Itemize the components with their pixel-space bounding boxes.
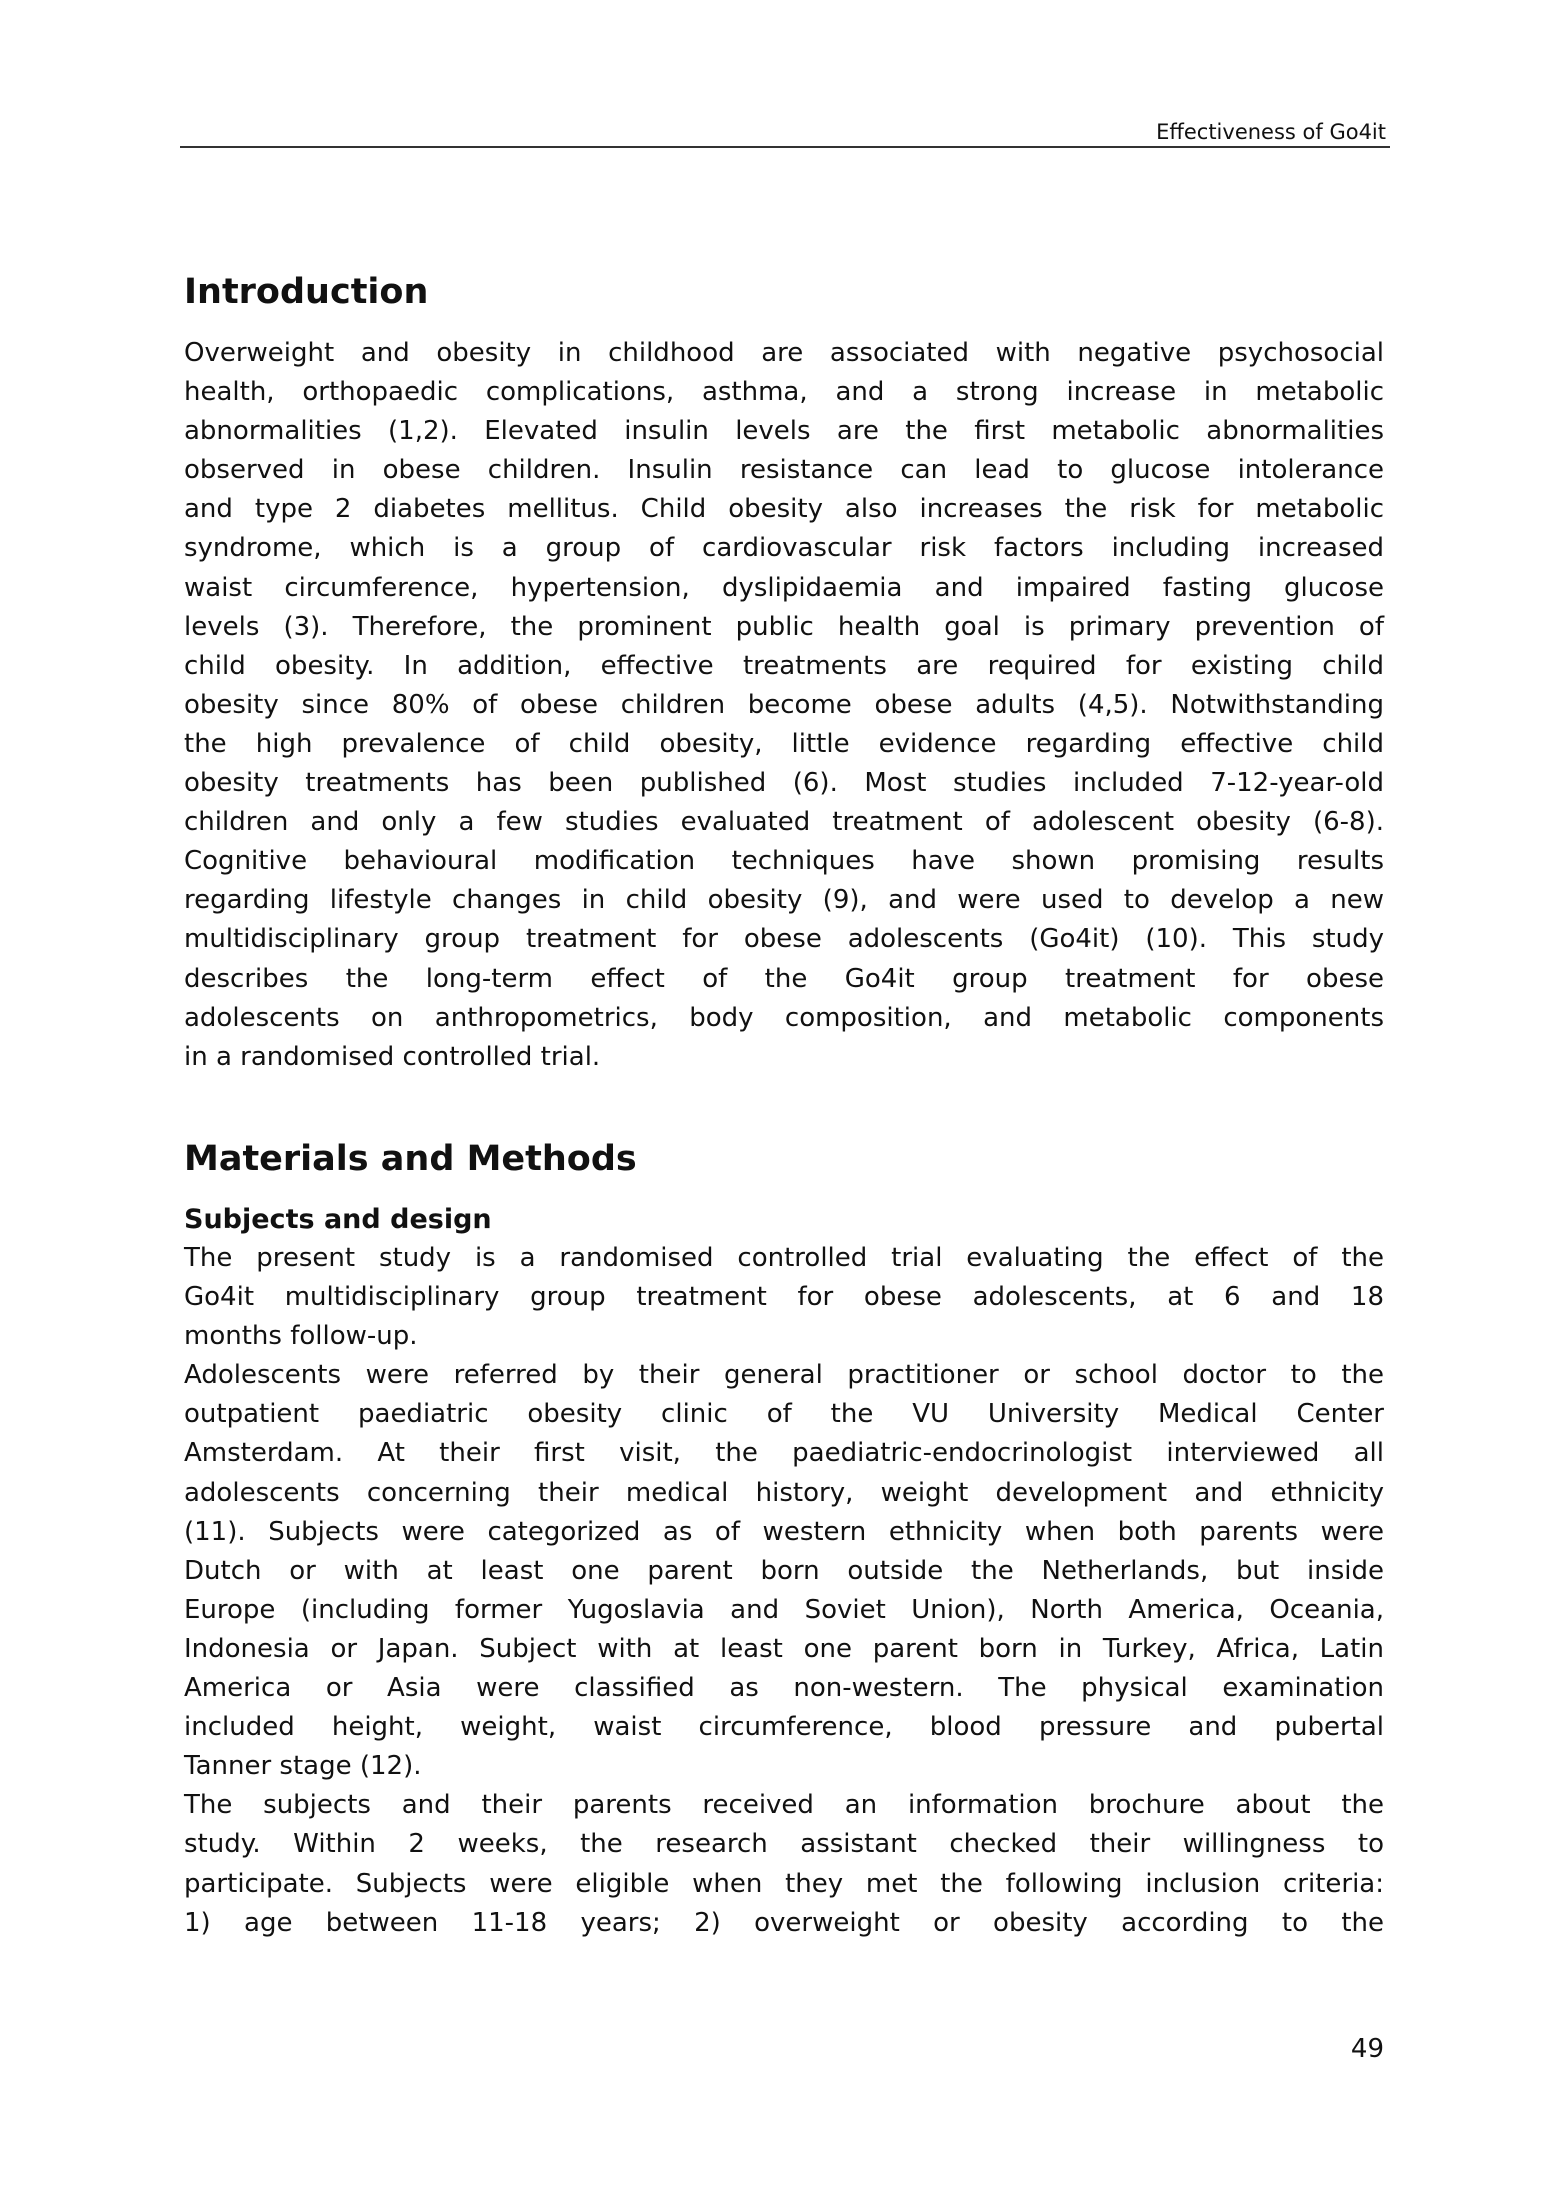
text-line: Tanner stage (12). — [184, 1751, 422, 1782]
text-line: Europe (including former Yugoslavia and Soviet Union), North America, Oceania, — [184, 1594, 1384, 1625]
text-line: obesity treatments has been published (6). Most studies included 7-12-year-old — [184, 768, 1384, 799]
text-line: in a randomised controlled trial. — [184, 1041, 601, 1072]
section-heading: Introduction — [184, 272, 429, 312]
introduction-body — [184, 334, 1384, 1077]
text-line: multidisciplinary group treatment for obese adolescents (Go4it) (10). This study — [184, 924, 1384, 955]
page-number: 49 — [1350, 2034, 1384, 2064]
text-line: syndrome, which is a group of cardiovascular risk factors including increased — [184, 533, 1384, 564]
text-line: Amsterdam. At their first visit, the paediatric-endocrinologist interviewed all — [184, 1438, 1384, 1469]
subsection-heading: Subjects and design — [184, 1204, 492, 1235]
text-line: levels (3). Therefore, the prominent public health goal is primary prevention of — [184, 611, 1384, 642]
text-line: regarding lifestyle changes in child obesity (9), and were used to develop a new — [184, 885, 1384, 916]
paragraph — [184, 1786, 1384, 1942]
text-line: outpatient paediatric obesity clinic of the VU University Medical Center — [184, 1399, 1384, 1430]
paragraph — [184, 1356, 1384, 1786]
text-line: included height, weight, waist circumference, blood pressure and pubertal — [184, 1712, 1384, 1743]
methods-section — [184, 1140, 1384, 1943]
text-line: child obesity. In addition, effective treatments are required for existing child — [184, 650, 1384, 681]
text-line: children and only a few studies evaluated treatment of adolescent obesity (6-8). — [184, 807, 1384, 838]
text-line: participate. Subjects were eligible when they met the following inclusion criteria: — [184, 1868, 1384, 1899]
text-line: America or Asia were classified as non-western. The physical examination — [184, 1673, 1384, 1704]
text-line: health, orthopaedic complications, asthma, and a strong increase in metabolic — [184, 377, 1384, 408]
paragraph — [184, 1239, 1384, 1356]
text-line: Adolescents were referred by their general practitioner or school doctor to the — [184, 1360, 1384, 1391]
methods-body — [184, 1239, 1384, 1943]
text-line: Dutch or with at least one parent born outside the Netherlands, but inside — [184, 1555, 1384, 1586]
text-line: adolescents on anthropometrics, body composition, and metabolic components — [184, 1002, 1384, 1033]
text-line: study. Within 2 weeks, the research assistant checked their willingness to — [184, 1829, 1384, 1860]
text-line: 1) age between 11-18 years; 2) overweight or obesity according to the — [184, 1907, 1384, 1938]
running-header — [180, 112, 1390, 148]
text-line: describes the long-term effect of the Go4it group treatment for obese — [184, 963, 1384, 994]
text-line: Overweight and obesity in childhood are associated with negative psychosocial — [184, 338, 1384, 368]
text-line: waist circumference, hypertension, dyslipidaemia and impaired fasting glucose — [184, 572, 1384, 603]
text-line: and type 2 diabetes mellitus. Child obesity also increases the risk for metabolic — [184, 494, 1384, 525]
running-title: Effectiveness of Go4it — [1156, 120, 1386, 144]
text-line: Cognitive behavioural modification techniques have shown promising results — [184, 846, 1384, 877]
text-line: months follow-up. — [184, 1321, 418, 1352]
text-line: (11). Subjects were categorized as of western ethnicity when both parents were — [184, 1516, 1384, 1547]
text-line: observed in obese children. Insulin resistance can lead to glucose intolerance — [184, 455, 1384, 486]
text-line: adolescents concerning their medical history, weight development and ethnicity — [184, 1477, 1384, 1508]
text-line: abnormalities (1,2). Elevated insulin levels are the first metabolic abnormalities — [184, 416, 1384, 447]
introduction-section — [184, 273, 1384, 1077]
paragraph — [184, 334, 1384, 1077]
section-heading: Materials and Methods — [184, 1139, 637, 1179]
text-line: the high prevalence of child obesity, little evidence regarding effective child — [184, 728, 1384, 759]
text-line: Indonesia or Japan. Subject with at least one parent born in Turkey, Africa, Latin — [184, 1633, 1384, 1664]
text-line: The subjects and their parents received an information brochure about the — [184, 1790, 1384, 1821]
text-line: The present study is a randomised controlled trial evaluating the effect of the — [184, 1243, 1384, 1273]
text-line: Go4it multidisciplinary group treatment for obese adolescents, at 6 and 18 — [184, 1282, 1384, 1313]
text-line: obesity since 80% of obese children become obese adults (4,5). Notwithstanding — [184, 689, 1384, 720]
